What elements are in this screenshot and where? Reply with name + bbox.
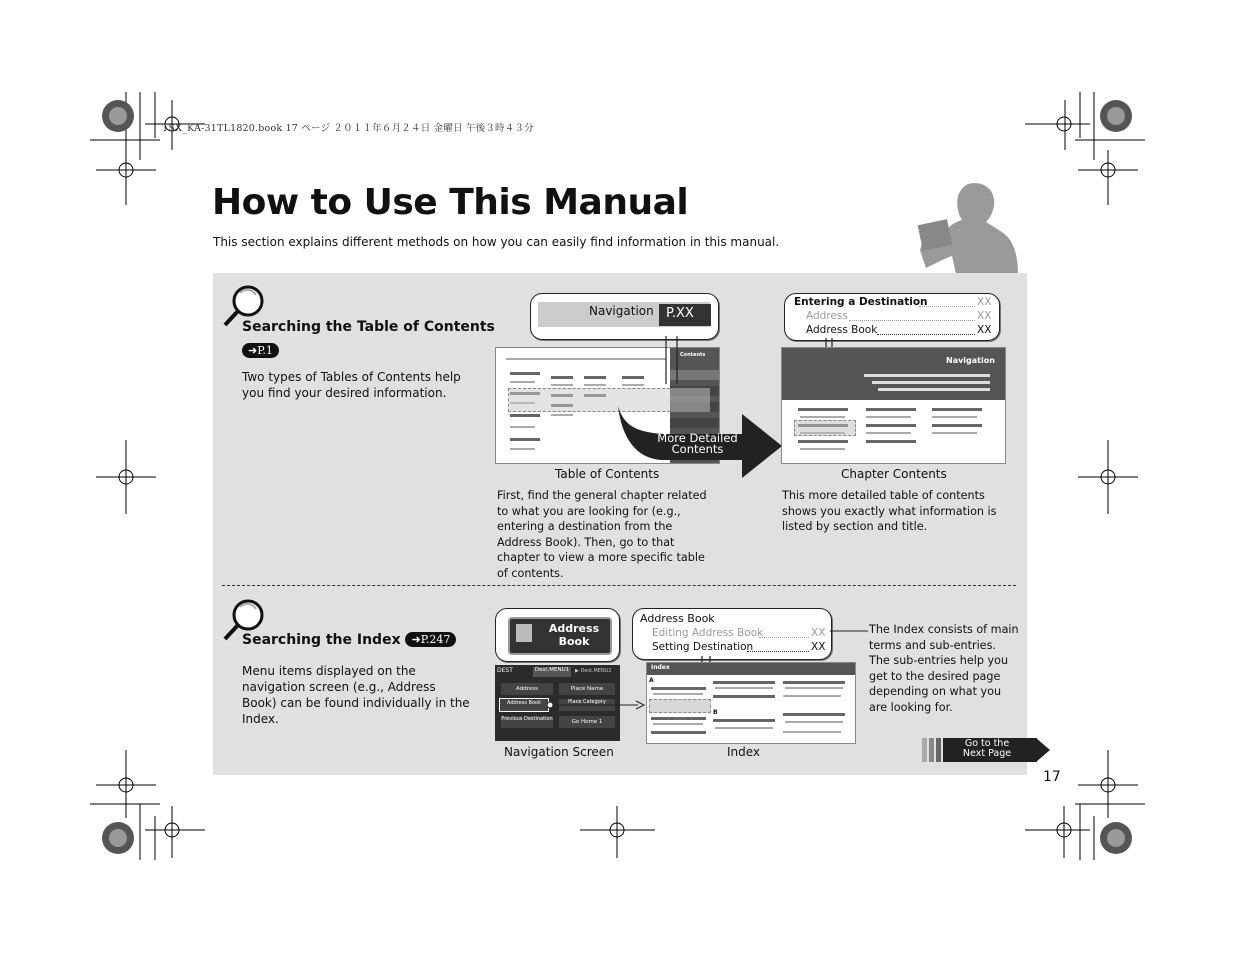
nav-dest-label: DEST: [497, 667, 513, 674]
section-title-index: Searching the Index ➜P.247: [242, 632, 456, 648]
navigation-page-callout: [530, 293, 719, 340]
nav-btn-go-home[interactable]: Go Home 1: [559, 716, 615, 728]
toc-ref-link[interactable]: [242, 340, 279, 359]
nav-tab-menu2[interactable]: ▶ Dest.MENU2: [575, 668, 612, 674]
page-number: 17: [1043, 769, 1061, 785]
print-file-info: TSX_KA-31TL1820.book 17 ページ ２０１１年６月２４日 金曜日 午後３時４３分: [162, 123, 534, 134]
index-caption: Index: [727, 745, 761, 759]
link-arrow: [546, 698, 646, 712]
chapter-entry-heading-page: XX: [977, 296, 992, 308]
next-page-label: Go to the Next Page: [962, 738, 1012, 759]
contents-tab: Contents: [680, 352, 706, 358]
navigation-page-ref: P.XX: [659, 304, 711, 326]
index-thumbnail: [646, 662, 856, 744]
navigation-label: Navigation: [589, 304, 654, 318]
index-entry-item1-page: XX: [811, 627, 826, 639]
chapter-entry-item2-page: XX: [977, 324, 992, 336]
chapter-entry-item1: Address: [806, 310, 848, 322]
index-entry-item1: Editing Address Book: [652, 627, 764, 639]
toc-explanation: First, find the general chapter related to what you are looking for (e.g., entering a destination from the Address Book). Then, go to that chapter to view a more specific table of contents.: [497, 489, 707, 580]
toc-section-description: Two types of Tables of Contents help you find your desired information.: [242, 370, 461, 400]
chapter-explanation: This more detailed table of contents shows you exactly what information is listed by section and title.: [782, 489, 997, 533]
section-divider: [222, 585, 1016, 586]
index-header: Index: [651, 664, 670, 671]
page-title: How to Use This Manual: [212, 182, 689, 223]
toc-caption: Table of Contents: [555, 467, 660, 481]
chapter-entry-heading: Entering a Destination: [794, 296, 928, 308]
chapter-caption: Chapter Contents: [841, 467, 947, 481]
index-entry-heading: Address Book: [640, 612, 715, 625]
page-intro: This section explains different methods on how you can easily find information in this manual.: [213, 235, 780, 249]
nav-btn-place-category[interactable]: Place Category: [559, 699, 615, 711]
callout-pointer: [655, 336, 695, 386]
index-ref-link[interactable]: ➜P.247: [405, 632, 456, 647]
navigation-screen-caption: Navigation Screen: [504, 745, 614, 759]
index-explanation: The Index consists of main terms and sub-entries. The sub-entries help you get to the desired page depending on what you are looking for.: [869, 623, 1019, 714]
chapter-thumbnail: [781, 347, 1006, 464]
arrow-label: More Detailed Contents: [657, 431, 738, 456]
nav-btn-place-name[interactable]: Place Name: [559, 683, 615, 695]
book-icon: [516, 624, 532, 642]
next-page-button[interactable]: [922, 738, 1050, 762]
page-ref-badge: ➜P.1: [242, 343, 279, 358]
address-book-callout: [495, 608, 620, 662]
reading-person-illustration: [916, 180, 1026, 280]
nav-btn-address[interactable]: Address: [501, 683, 553, 695]
chapter-entry-callout: [784, 293, 1000, 341]
index-letter-a: A: [649, 677, 654, 684]
chapter-banner: Navigation: [946, 356, 995, 365]
nav-tab-menu1[interactable]: Dest.MENU1: [533, 667, 571, 677]
chapter-entry-item2: Address Book: [806, 324, 878, 336]
nav-btn-previous-destination[interactable]: Previous Destination: [501, 716, 553, 728]
address-book-button-label: Address Book: [548, 622, 600, 648]
index-entry-item2: Setting Destination: [652, 641, 754, 653]
section-title-toc: Searching the Table of Contents: [242, 319, 495, 335]
callout-leader-line: [830, 628, 870, 634]
chapter-entry-item1-page: XX: [977, 310, 992, 322]
index-letter-b: B: [713, 709, 718, 716]
index-entry-item2-page: XX: [811, 641, 826, 653]
chevron-right-icon: [1036, 738, 1052, 762]
index-entry-callout: [632, 608, 832, 660]
nav-btn-address-book[interactable]: Address Book: [499, 698, 549, 712]
index-section-description: Menu items displayed on the navigation screen (e.g., Address Book) can be found individually in the Index.: [242, 664, 470, 726]
